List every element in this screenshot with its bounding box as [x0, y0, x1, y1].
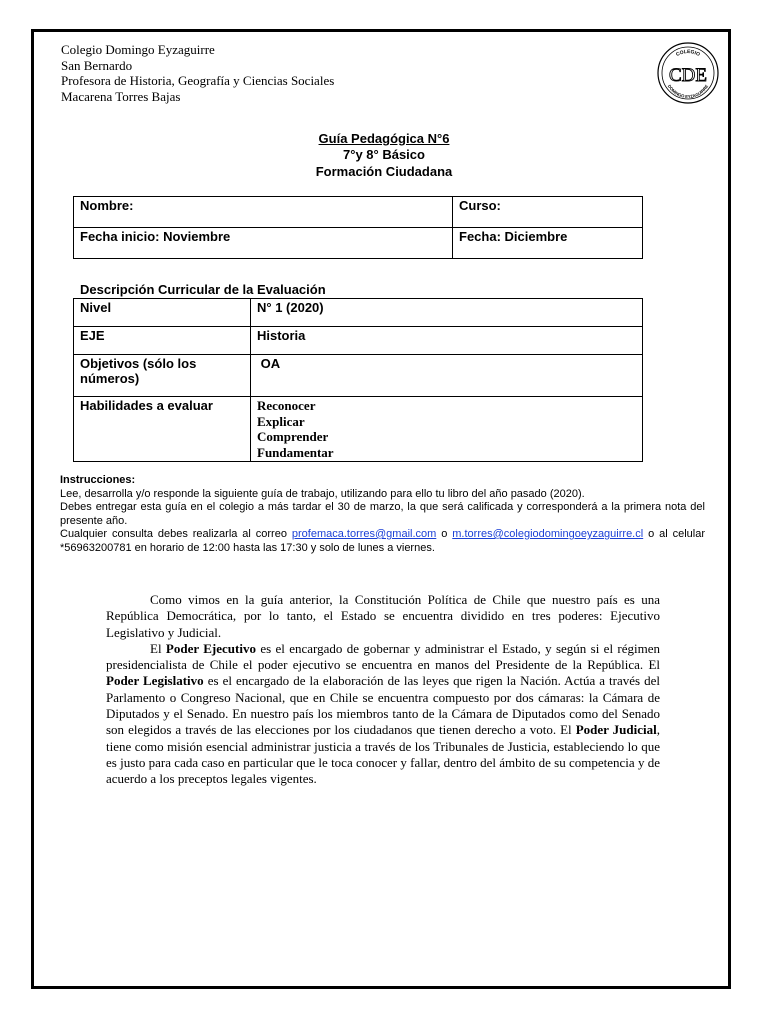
start-date-label: Fecha inicio: Noviembre	[80, 229, 231, 244]
course-field[interactable]	[453, 197, 643, 228]
contact-text-or: o	[436, 528, 453, 540]
instructions-heading: Instrucciones:	[60, 474, 136, 486]
guide-subject: Formación Ciudadana	[315, 164, 453, 179]
student-info-table	[73, 196, 643, 259]
table-row	[74, 327, 643, 355]
paragraph-1: Como vimos en la guía anterior, la Constitución Política de Chile que nuestro país es una República Democrática, por lo tanto, el Estado se encuentra dividido en tres poderes: Ejecutivo Legislativo y Judicial.	[106, 592, 660, 640]
skill-item: Explicar	[257, 413, 305, 429]
instructions-line-3	[60, 528, 705, 555]
objectives-label: Objetivos (sólo los números)	[74, 355, 251, 397]
text-run: es el encargado de la elaboración de las leyes que rigen la Nación. Actúa a través del Parlamento o Congreso Nacional, que en Chile se encuentra compuesto por dos cámaras: la Cámara de Diputados y el Senado. En nuestro país los miembros tanto de la Cámara de Diputados como del Senado son elegidos a través de las elecciones por los ciudadanos que tienen derecho a voto. El	[106, 673, 661, 738]
contact-text-phone: o al celular *56963200781 en horario de 12:00 hasta las 17:30 y solo de lunes a viernes.	[60, 528, 706, 554]
teacher-name: Macarena Torres Bajas	[61, 88, 181, 104]
executive-power-term: Poder Ejecutivo	[165, 640, 256, 656]
school-city: San Bernardo	[61, 57, 133, 73]
school-name: Colegio Domingo Eyzaguirre	[61, 42, 215, 57]
start-date-cell	[74, 228, 453, 259]
school-header	[61, 42, 334, 104]
guide-grade: 7°y 8° Básico	[343, 147, 425, 162]
table-row	[74, 397, 643, 462]
objectives-value: OA	[251, 355, 643, 397]
body-text	[106, 592, 660, 788]
legislative-power-term: Poder Legislativo	[106, 673, 204, 689]
date-cell	[453, 228, 643, 259]
email-link-1[interactable]: profemaca.torres@gmail.com	[291, 528, 437, 540]
skill-item: Comprender	[257, 429, 329, 444]
skills-label: Habilidades a evaluar	[74, 397, 251, 462]
skill-item: Reconocer	[257, 398, 316, 413]
name-label: Nombre:	[80, 198, 134, 213]
skills-list	[251, 397, 643, 462]
instructions-line-1: Lee, desarrolla y/o responde la siguiente guía de trabajo, utilizando para ello tu libro del año pasado (2020).	[60, 487, 585, 500]
logo-initials: CDE	[669, 65, 707, 86]
guide-title: Guía Pedagógica N°6	[318, 131, 450, 146]
text-run: es el encargado de gobernar y administrar el Estado, y según si el régimen presidencialista de Chile el poder ejecutivo se encuentra en manos del Presidente de la República. El	[106, 640, 661, 673]
school-logo	[657, 42, 719, 104]
name-field[interactable]	[74, 197, 453, 228]
axis-label: EJE	[74, 327, 251, 355]
svg-text:COLEGIO	[675, 49, 701, 58]
instructions	[60, 474, 705, 555]
text-run: , tiene como misión esencial administrar justicia a través de los Tribunales de Justicia, estableciendo lo que es justo para cada caso en particular que le toca conocer y fallar, dentro del ámbito de su competencia y de acuerdo a los preceptos legales vigentes.	[106, 722, 660, 787]
paragraph-2	[106, 641, 660, 788]
email-link-2[interactable]: m.torres@colegiodomingoeyzaguirre.cl	[452, 528, 644, 540]
level-label: Nivel	[74, 299, 251, 327]
logo-top-text: COLEGIO	[675, 48, 701, 58]
teacher-subject: Profesora de Historia, Geografía y Ciencias Sociales	[61, 73, 335, 88]
level-value: N° 1 (2020)	[251, 299, 643, 327]
curricular-description-title: Descripción Curricular de la Evaluación	[80, 282, 326, 297]
skill-item: Fundamentar	[257, 444, 334, 460]
course-label: Curso:	[459, 198, 501, 213]
contact-text: Cualquier consulta debes realizarla al correo	[60, 528, 292, 540]
judicial-power-term: Poder Judicial	[575, 722, 657, 738]
text-run: El	[150, 640, 166, 656]
instructions-line-2: Debes entregar esta guía en el colegio a más tardar el 30 de marzo, la que será calificada y corresponderá a la primera nota del presente año.	[60, 501, 705, 527]
table-row	[74, 299, 643, 327]
axis-value: Historia	[251, 327, 643, 355]
curricular-description-table	[73, 298, 643, 462]
logo-bottom-text: DOMINGO EYZAGUIRRE	[666, 83, 710, 100]
table-row	[74, 355, 643, 397]
date-label: Fecha: Diciembre	[459, 229, 568, 244]
